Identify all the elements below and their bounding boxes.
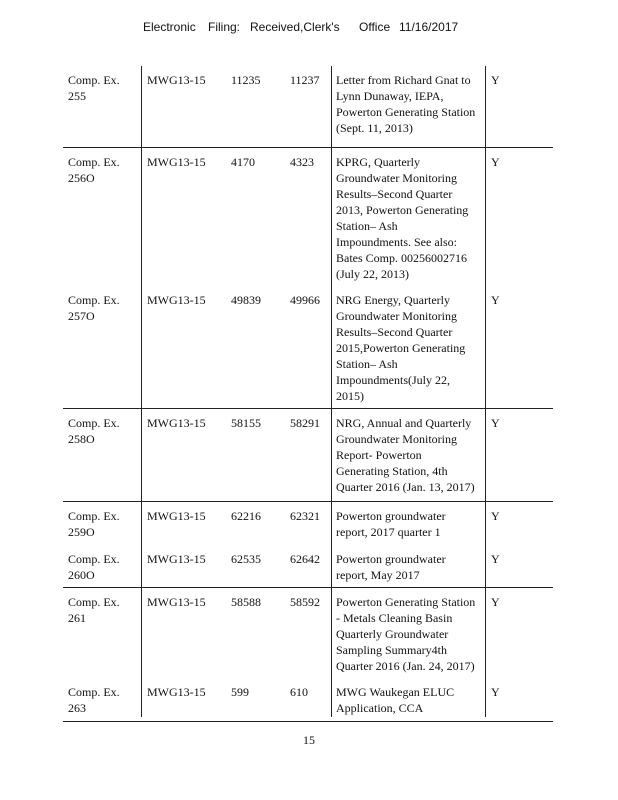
- admitted-flag: Y: [491, 155, 500, 169]
- exhibit-description: KPRG, Quarterly Groundwater Monitoring Results–Second Quarter 2013, Powerton Generating Station– Ash Impoundments. See also: Bates Comp. 00256002716 (July 22, 2013): [336, 155, 469, 281]
- header-electronic: Electronic: [143, 20, 196, 34]
- header-received: Received,Clerk's: [250, 20, 340, 34]
- exhibit-description: Powerton groundwater report, 2017 quarter 1: [336, 509, 446, 539]
- bates-end: 11237: [290, 73, 320, 87]
- bates-begin: 58155: [231, 416, 261, 430]
- bates-begin: 599: [231, 685, 249, 699]
- bates-end: 58592: [290, 595, 320, 609]
- exhibit-id: Comp. Ex. 258O: [68, 416, 120, 446]
- bates-prefix: MWG13-15: [147, 293, 206, 307]
- bates-begin: 62535: [231, 552, 261, 566]
- exhibit-id: Comp. Ex. 261: [68, 595, 120, 625]
- table-row: [63, 409, 553, 502]
- admitted-flag: Y: [491, 73, 500, 87]
- bates-end: 62321: [290, 509, 320, 523]
- table-row: [63, 286, 553, 409]
- bates-prefix: MWG13-15: [147, 155, 206, 169]
- header-date: 11/16/2017: [399, 20, 459, 34]
- bates-prefix: MWG13-15: [147, 416, 206, 430]
- exhibit-description: Letter from Richard Gnat to Lynn Dunaway, IEPA, Powerton Generating Station (Sept. 11, 2013): [336, 73, 476, 135]
- header-filing: Filing:: [208, 20, 241, 34]
- exhibit-description: Powerton Generating Station - Metals Cleaning Basin Quarterly Groundwater Sampling Summary4th Quarter 2016 (Jan. 24, 2017): [336, 595, 476, 673]
- header-office: Office: [359, 20, 391, 34]
- bates-prefix: MWG13-15: [147, 552, 206, 566]
- bates-end: 58291: [290, 416, 320, 430]
- admitted-flag: Y: [491, 416, 500, 430]
- bates-begin: 62216: [231, 509, 261, 523]
- bates-prefix: MWG13-15: [147, 509, 206, 523]
- bates-end: 62642: [290, 552, 320, 566]
- table-row: [63, 66, 553, 148]
- exhibit-id: Comp. Ex. 257O: [68, 293, 120, 323]
- admitted-flag: Y: [491, 685, 500, 699]
- bates-end: 4323: [290, 155, 314, 169]
- bates-prefix: MWG13-15: [147, 73, 206, 87]
- bates-end: 49966: [290, 293, 320, 307]
- exhibit-id: Comp. Ex. 260O: [68, 552, 120, 582]
- exhibit-description: NRG, Annual and Quarterly Groundwater Monitoring Report- Powerton Generating Station, 4th Quarter 2016 (Jan. 13, 2017): [336, 416, 475, 494]
- table-row: [63, 588, 553, 678]
- table-row: [63, 678, 553, 722]
- page-number: 15: [303, 733, 315, 747]
- bates-end: 610: [290, 685, 308, 699]
- exhibit-id: Comp. Ex. 259O: [68, 509, 120, 539]
- bates-begin: 58588: [231, 595, 261, 609]
- exhibit-description: Powerton groundwater report, May 2017: [336, 552, 446, 582]
- bates-begin: 49839: [231, 293, 261, 307]
- exhibit-id: Comp. Ex. 255: [68, 73, 120, 103]
- exhibit-description: NRG Energy, Quarterly Groundwater Monitoring Results–Second Quarter 2015,Powerton Generating Station– Ash Impoundments(July 22, 2015): [336, 293, 466, 403]
- bates-prefix: MWG13-15: [147, 685, 206, 699]
- exhibit-id: Comp. Ex. 256O: [68, 155, 120, 185]
- exhibit-description: MWG Waukegan ELUC Application, CCA: [336, 685, 455, 715]
- admitted-flag: Y: [491, 293, 500, 307]
- admitted-flag: Y: [491, 552, 500, 566]
- exhibit-id: Comp. Ex. 263: [68, 685, 120, 715]
- table-row: [63, 545, 553, 588]
- table-row: [63, 148, 553, 286]
- admitted-flag: Y: [491, 509, 500, 523]
- table-row: [63, 502, 553, 545]
- admitted-flag: Y: [491, 595, 500, 609]
- bates-begin: 11235: [231, 73, 261, 87]
- bates-begin: 4170: [231, 155, 255, 169]
- bates-prefix: MWG13-15: [147, 595, 206, 609]
- exhibit-table: [63, 66, 553, 722]
